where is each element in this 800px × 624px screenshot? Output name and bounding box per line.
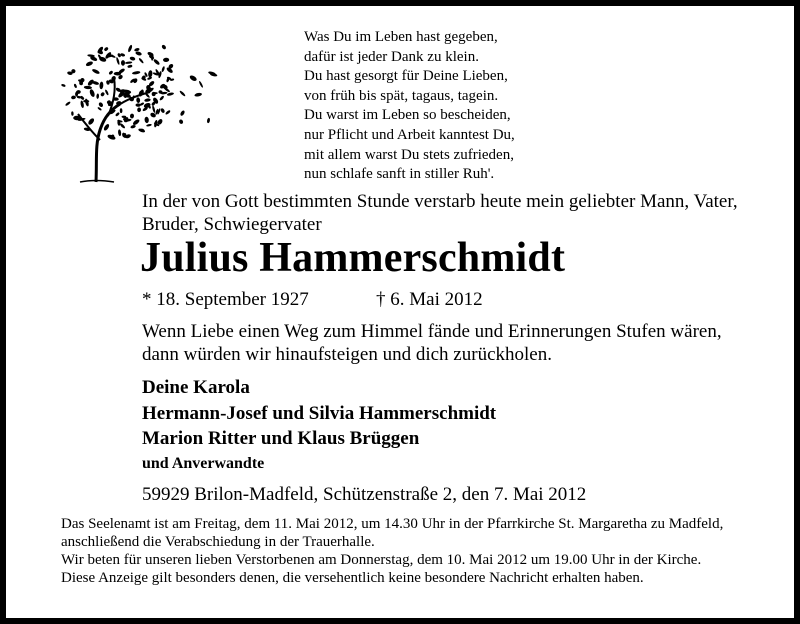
leaf-shape xyxy=(119,123,125,129)
leaf-shape xyxy=(161,44,167,50)
leaf-shape xyxy=(134,47,140,51)
leaf-shape xyxy=(159,95,165,101)
mourner-extra: und Anverwandte xyxy=(142,454,265,472)
leaf-shape xyxy=(115,112,120,117)
leaf-shape xyxy=(118,129,122,136)
leaf-shape xyxy=(127,64,133,68)
leaf-shape xyxy=(108,70,113,75)
leaf-shape xyxy=(103,46,108,51)
leaf-shape xyxy=(125,61,133,64)
mourners-list xyxy=(142,375,496,476)
leaf-shape xyxy=(137,107,141,112)
leaf-shape xyxy=(97,107,102,111)
leaf-shape xyxy=(65,101,71,107)
poem xyxy=(304,28,515,185)
mourner: Marion Ritter und Klaus Brüggen xyxy=(142,428,420,449)
leaf-shape xyxy=(71,111,74,116)
leaf-shape xyxy=(135,51,142,56)
leaf-shape xyxy=(107,134,116,141)
poem-line: nun schlafe sanft in stiller Ruh'. xyxy=(304,166,495,183)
leaf-shape xyxy=(146,123,152,126)
leaf-shape xyxy=(85,61,93,67)
leaf-shape xyxy=(116,57,120,65)
leaf-shape xyxy=(83,100,89,103)
leaf-shape xyxy=(87,117,95,125)
poem-line: Was Du im Leben hast gegeben, xyxy=(304,29,498,45)
leaf-shape xyxy=(194,92,202,97)
leaf-shape xyxy=(152,105,156,113)
memorial-quote: Wenn Liebe einen Weg zum Himmel fände und Erinnerungen Stufen wären, dann würden wir hinaufsteigen und dich zurückholen. xyxy=(142,321,722,365)
leaf-shape xyxy=(189,74,198,82)
note: Das Seelenamt ist am Freitag, dem 11. Mai 2012, um 14.30 Uhr in der Pfarrkirche St. Margaretha zu Madfeld, anschließend die Verabschiedung in der Trauerhalle. xyxy=(61,516,724,550)
poem-line: dafür ist jeder Dank zu klein. xyxy=(304,48,479,65)
leaf-shape xyxy=(161,66,165,72)
leaf-shape xyxy=(100,92,105,97)
leaf-shape xyxy=(144,116,149,123)
place-date: 59929 Brilon-Madfeld, Schützenstraße 2, den 7. Mai 2012 xyxy=(142,484,587,505)
poem-line: von früh bis spät, tagaus, tagein. xyxy=(304,87,499,104)
leaf-shape xyxy=(91,68,100,75)
service-notes xyxy=(61,515,741,587)
leaf-shape xyxy=(61,83,66,87)
leaf-shape xyxy=(165,110,171,116)
leaf-shape xyxy=(132,118,140,126)
note: Wir beten für unseren lieben Verstorbenen am Donnerstag, dem 10. Mai 2012 um 19.00 Uhr in der Kirche. xyxy=(61,552,702,568)
leaf-shape xyxy=(160,108,165,114)
poem-line: nur Pflicht und Arbeit kanntest Du, xyxy=(304,126,515,143)
leaf-shape xyxy=(121,60,125,66)
leaf-shape xyxy=(136,97,140,103)
leaf-shape xyxy=(130,113,134,118)
leaf-shape xyxy=(198,81,203,88)
tree-illustration xyxy=(50,30,220,190)
leaf-shape xyxy=(96,93,99,99)
leaf-shape xyxy=(71,95,76,99)
poem-line: Du hast gesorgt für Deine Lieben, xyxy=(304,68,508,85)
leaf-shape xyxy=(73,83,77,88)
leaf-shape xyxy=(167,92,175,96)
leaf-shape xyxy=(178,119,183,125)
intro-text: In der von Gott bestimmten Stunde verstarb heute mein geliebter Mann, Vater, Bruder, Schwiegervater xyxy=(142,191,738,235)
obituary-notice xyxy=(6,6,794,618)
leaf-shape xyxy=(120,108,123,113)
leaf-shape xyxy=(130,124,136,129)
leaf-shape xyxy=(180,110,186,117)
leaf-shape xyxy=(153,58,161,65)
leaf-shape xyxy=(98,102,104,108)
leaf-shape xyxy=(207,118,211,124)
mourner: Deine Karola xyxy=(142,377,250,398)
leaf-shape xyxy=(144,98,151,102)
leaf-shape xyxy=(148,70,153,78)
leaf-shape xyxy=(129,56,135,61)
leaf-shape xyxy=(84,85,92,89)
leaf-shape xyxy=(132,71,141,75)
death-date: † 6. Mai 2012 xyxy=(376,289,483,310)
leaf-shape xyxy=(89,89,96,98)
birth-date: * 18. September 1927 xyxy=(142,289,309,310)
poem-line: Du warst im Leben so bescheiden, xyxy=(304,107,511,124)
deceased-name: Julius Hammerschmidt xyxy=(140,235,566,281)
note: Diese Anzeige gilt besonders denen, die versehentlich keine besondere Nachricht erhalten haben. xyxy=(61,570,644,586)
leaf-shape xyxy=(127,44,133,52)
leaf-shape xyxy=(163,58,169,63)
leaf-shape xyxy=(99,81,103,89)
leaf-shape xyxy=(138,57,144,63)
poem-line: mit allem warst Du stets zufrieden, xyxy=(304,146,514,163)
leaf-shape xyxy=(135,103,140,106)
leaf-shape xyxy=(84,98,89,107)
leaf-shape xyxy=(104,89,109,96)
leaf-shape xyxy=(179,90,186,97)
mourner: Hermann-Josef und Silvia Hammerschmidt xyxy=(142,402,497,424)
leaf-shape xyxy=(103,123,110,131)
